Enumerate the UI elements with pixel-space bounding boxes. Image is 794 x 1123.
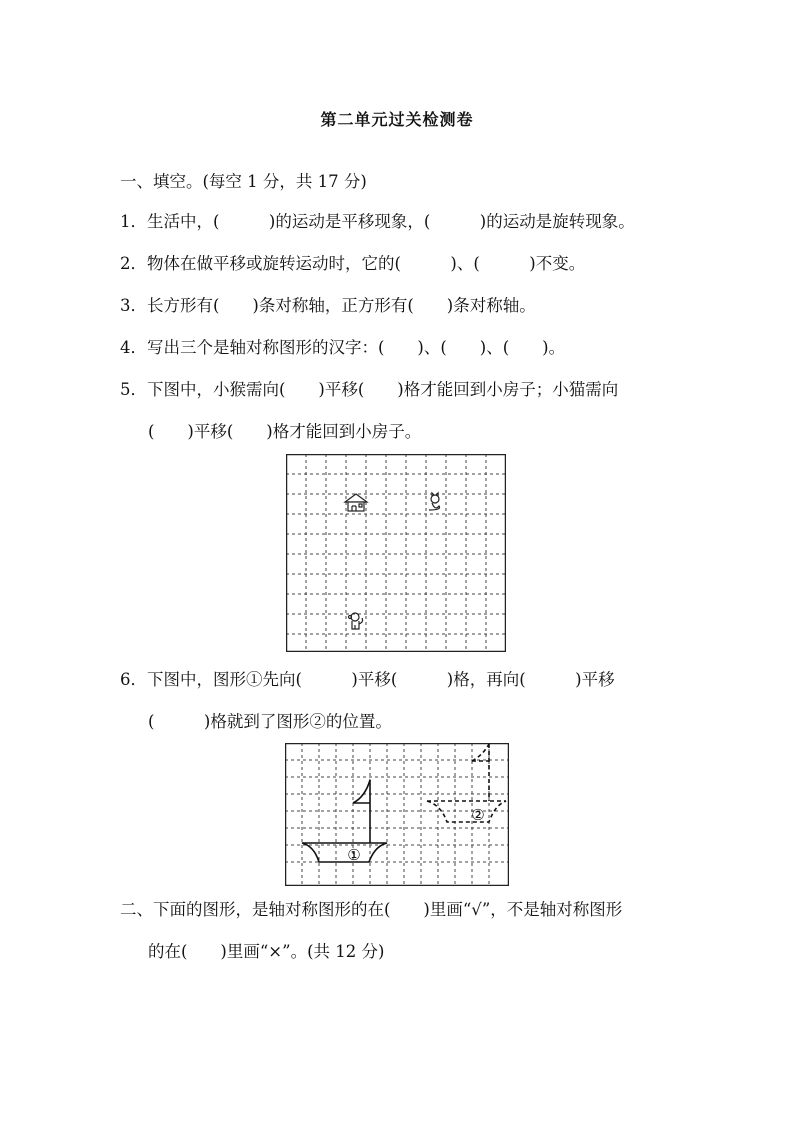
- sailboat-figure-2: [427, 744, 506, 822]
- house-icon: [345, 494, 367, 511]
- section2-line-2: 的在( )里画“×”。(共 12 分): [148, 942, 385, 961]
- figure-label-2: ②: [471, 806, 485, 824]
- question-4: 4．写出三个是轴对称图形的汉字：( )、( )、( )。: [120, 338, 566, 357]
- section2-line-1: 二、下面的图形，是轴对称图形的在( )里画“√”，不是轴对称图形: [120, 900, 623, 919]
- question-5-line-2: ( )平移( )格才能回到小房子。: [148, 422, 422, 441]
- grid-figure-2: [285, 743, 509, 886]
- question-3: 3．长方形有( )条对称轴，正方形有( )条对称轴。: [120, 296, 536, 315]
- question-5-line-1: 5．下图中，小猴需向( )平移( )格才能回到小房子；小猫需向: [120, 380, 619, 399]
- page-title: 第二单元过关检测卷: [320, 110, 474, 129]
- question-1: 1．生活中，( )的运动是平移现象，( )的运动是旋转现象。: [120, 212, 635, 231]
- sailboat-figure-1: [302, 780, 387, 862]
- cat-icon: [429, 493, 440, 510]
- grid-figure-1: [286, 454, 506, 652]
- question-6-line-1: 6．下图中，图形①先向( )平移( )格，再向( )平移: [120, 670, 615, 689]
- monkey-icon: [349, 613, 363, 629]
- figure-label-1: ①: [347, 846, 361, 864]
- question-6-line-2: ( )格就到了图形②的位置。: [148, 712, 392, 731]
- question-2: 2．物体在做平移或旋转运动时，它的( )、( )不变。: [120, 254, 586, 273]
- section1-heading: 一、填空。(每空 1 分，共 17 分): [120, 172, 367, 191]
